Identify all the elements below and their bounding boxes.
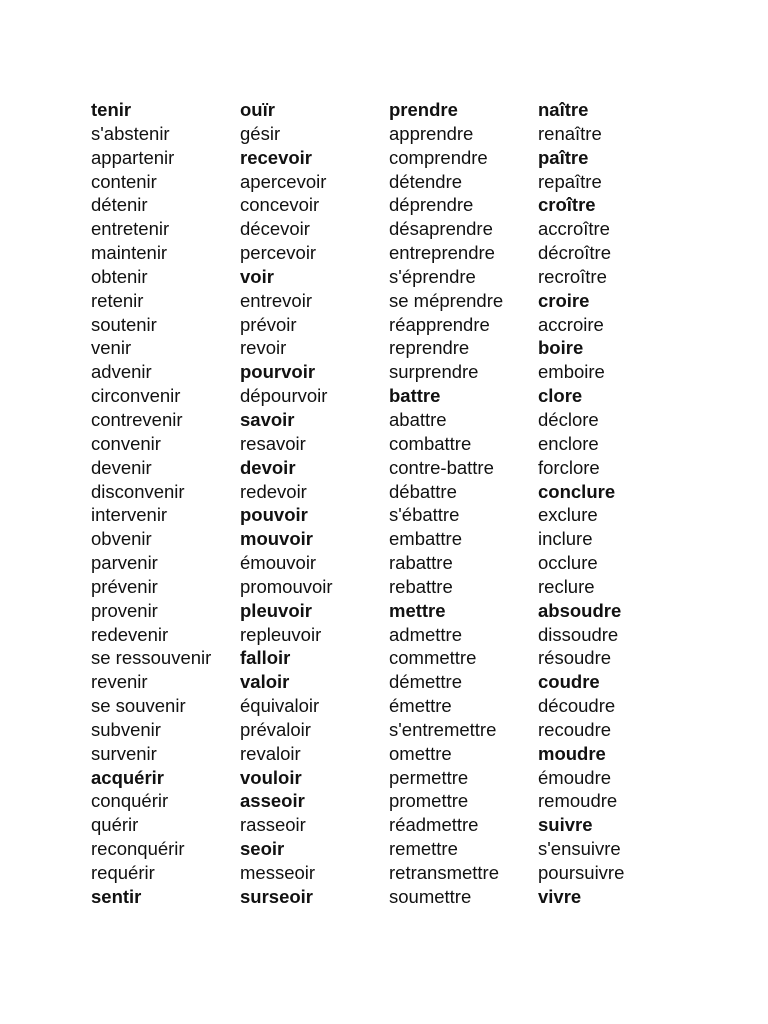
- verb-item: renaître: [538, 122, 602, 144]
- verb-item: s'entremettre: [389, 718, 497, 740]
- verb-item: resavoir: [240, 432, 306, 454]
- verb-item: commettre: [389, 647, 477, 669]
- verb-item: rebattre: [389, 575, 453, 597]
- verb-item: promettre: [389, 790, 469, 812]
- verb-item: conquérir: [91, 790, 169, 812]
- verb-heading: recevoir: [240, 146, 312, 168]
- verb-heading: coudre: [538, 671, 600, 693]
- verb-item: remettre: [389, 838, 458, 860]
- verb-column-2: [240, 98, 333, 909]
- verb-item: rasseoir: [240, 814, 306, 836]
- verb-item: équivaloir: [240, 695, 320, 717]
- verb-item: retransmettre: [389, 862, 500, 883]
- verb-item: revoir: [240, 337, 287, 359]
- verb-heading: seoir: [240, 838, 285, 860]
- verb-item: se méprendre: [389, 289, 504, 311]
- verb-item: appartenir: [91, 146, 175, 168]
- verb-item: emboire: [538, 361, 605, 383]
- verb-item: disconvenir: [91, 480, 185, 502]
- verb-item: venir: [91, 337, 132, 359]
- verb-item: rabattre: [389, 552, 453, 574]
- verb-item: prévaloir: [240, 718, 311, 740]
- verb-item: retenir: [91, 289, 144, 311]
- verb-item: décroître: [538, 242, 612, 264]
- verb-item: repleuvoir: [240, 623, 322, 645]
- verb-item: déclore: [538, 408, 599, 430]
- verb-heading: savoir: [240, 408, 295, 430]
- verb-item: résoudre: [538, 647, 612, 669]
- verb-item: s'ébattre: [389, 504, 460, 526]
- verb-item: inclure: [538, 528, 593, 550]
- verb-item: contre-battre: [389, 456, 494, 478]
- verb-item: émoudre: [538, 766, 612, 788]
- verb-heading: devoir: [240, 456, 296, 478]
- verb-item: remoudre: [538, 790, 618, 812]
- verb-heading: asseoir: [240, 790, 305, 812]
- verb-item: surprendre: [389, 361, 479, 383]
- verb-item: s'abstenir: [91, 122, 170, 144]
- verb-item: revaloir: [240, 742, 301, 764]
- verb-heading: voir: [240, 265, 274, 287]
- verb-item: obvenir: [91, 528, 152, 550]
- verb-item: décevoir: [240, 218, 310, 240]
- verb-item: survenir: [91, 742, 157, 764]
- verb-heading: sentir: [91, 885, 142, 907]
- verb-heading: pourvoir: [240, 361, 316, 383]
- verb-item: prévenir: [91, 575, 158, 597]
- verb-item: parvenir: [91, 552, 158, 574]
- verb-heading: vivre: [538, 885, 582, 907]
- verb-column-1: [91, 98, 211, 909]
- verb-item: détendre: [389, 170, 463, 192]
- verb-item: revenir: [91, 671, 148, 693]
- verb-item: déprendre: [389, 194, 474, 216]
- verb-item: provenir: [91, 599, 158, 621]
- verb-item: occlure: [538, 552, 598, 574]
- verb-heading: paître: [538, 146, 589, 168]
- verb-heading: acquérir: [91, 766, 165, 788]
- verb-item: prévoir: [240, 313, 297, 335]
- verb-heading: naître: [538, 99, 589, 120]
- verb-item: quérir: [91, 814, 139, 836]
- verb-item: se ressouvenir: [91, 647, 212, 669]
- verb-item: circonvenir: [91, 385, 181, 407]
- verb-heading: boire: [538, 337, 584, 359]
- verb-item: accroire: [538, 313, 604, 335]
- verb-item: embattre: [389, 528, 463, 550]
- verb-heading: absoudre: [538, 599, 622, 621]
- verb-item: désaprendre: [389, 218, 493, 240]
- verb-item: promouvoir: [240, 575, 333, 597]
- verb-item: maintenir: [91, 242, 168, 264]
- verb-item: découdre: [538, 695, 616, 717]
- verb-item: enclore: [538, 432, 599, 454]
- verb-item: contrevenir: [91, 408, 183, 430]
- verb-item: devenir: [91, 456, 152, 478]
- verb-heading: falloir: [240, 647, 291, 669]
- verb-heading: valoir: [240, 671, 290, 693]
- verb-item: omettre: [389, 742, 452, 764]
- verb-heading: vouloir: [240, 766, 302, 788]
- verb-item: détenir: [91, 194, 148, 216]
- verb-item: émouvoir: [240, 552, 317, 574]
- verb-item: entrevoir: [240, 289, 312, 311]
- verb-heading: clore: [538, 385, 583, 407]
- verb-heading: conclure: [538, 480, 616, 502]
- verb-item: reconquérir: [91, 838, 185, 860]
- verb-heading: pleuvoir: [240, 599, 312, 621]
- verb-item: réapprendre: [389, 313, 490, 335]
- verb-item: émettre: [389, 695, 452, 717]
- verb-heading: tenir: [91, 99, 132, 120]
- verb-heading: battre: [389, 385, 441, 407]
- verb-item: gésir: [240, 122, 281, 144]
- verb-item: soutenir: [91, 313, 157, 335]
- verb-item: redevenir: [91, 623, 169, 645]
- verb-item: reprendre: [389, 337, 470, 359]
- verb-item: reclure: [538, 575, 595, 597]
- verb-item: concevoir: [240, 194, 320, 216]
- verb-item: s'éprendre: [389, 265, 476, 287]
- verb-item: poursuivre: [538, 862, 625, 883]
- verb-item: forclore: [538, 456, 600, 478]
- verb-item: démettre: [389, 671, 463, 693]
- verb-item: convenir: [91, 432, 161, 454]
- verb-item: dépourvoir: [240, 385, 328, 407]
- verb-item: admettre: [389, 623, 463, 645]
- verb-item: se souvenir: [91, 695, 186, 717]
- verb-item: dissoudre: [538, 623, 619, 645]
- verb-item: soumettre: [389, 885, 472, 907]
- verb-item: obtenir: [91, 265, 148, 287]
- verb-item: recroître: [538, 265, 607, 287]
- verb-item: réadmettre: [389, 814, 479, 836]
- verb-item: abattre: [389, 408, 447, 430]
- verb-heading: pouvoir: [240, 504, 308, 526]
- verb-item: combattre: [389, 432, 472, 454]
- verb-item: recoudre: [538, 718, 612, 740]
- verb-item: requérir: [91, 862, 155, 883]
- verb-item: percevoir: [240, 242, 317, 264]
- verb-heading: croître: [538, 194, 596, 216]
- verb-column-3: [389, 98, 503, 909]
- verb-heading: moudre: [538, 742, 606, 764]
- verb-item: advenir: [91, 361, 152, 383]
- verb-column-4: [538, 98, 624, 909]
- verb-item: intervenir: [91, 504, 168, 526]
- verb-item: entretenir: [91, 218, 170, 240]
- verb-heading: mettre: [389, 599, 446, 621]
- verb-heading: ouïr: [240, 99, 275, 120]
- verb-item: apercevoir: [240, 170, 327, 192]
- verb-item: apprendre: [389, 122, 474, 144]
- verb-item: accroître: [538, 218, 610, 240]
- verb-item: exclure: [538, 504, 598, 526]
- verb-item: débattre: [389, 480, 457, 502]
- verb-heading: croire: [538, 289, 590, 311]
- verb-heading: suivre: [538, 814, 593, 836]
- verb-item: entreprendre: [389, 242, 495, 264]
- verb-item: permettre: [389, 766, 469, 788]
- verb-item: subvenir: [91, 718, 161, 740]
- verb-heading: surseoir: [240, 885, 314, 907]
- verb-heading: prendre: [389, 99, 458, 120]
- verb-item: contenir: [91, 170, 157, 192]
- verb-item: redevoir: [240, 480, 307, 502]
- verb-heading: mouvoir: [240, 528, 313, 550]
- verb-item: messeoir: [240, 862, 316, 883]
- verb-item: comprendre: [389, 146, 488, 168]
- verb-item: s'ensuivre: [538, 838, 621, 860]
- verb-item: repaître: [538, 170, 602, 192]
